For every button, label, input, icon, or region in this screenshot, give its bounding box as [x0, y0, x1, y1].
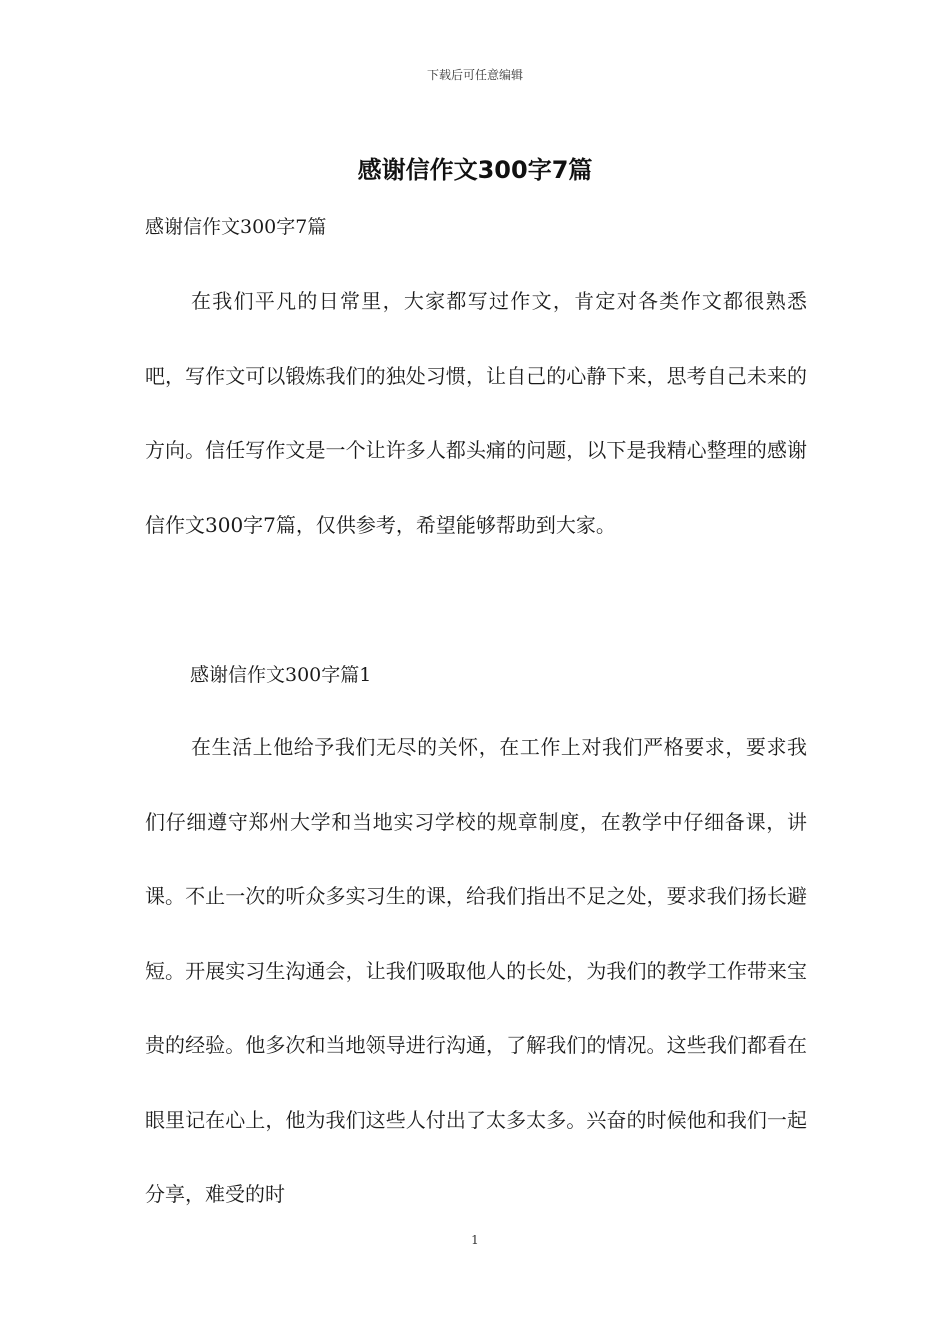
section-paragraph: 在生活上他给予我们无尽的关怀，在工作上对我们严格要求，要求我们仔细遵守郑州大学和当地实习学校的规章制度，在教学中仔细备课，讲课。不止一次的听众多实习生的课，给我们指出不足之处，要求我们扬长避短。开展实习生沟通会，让我们吸取他人的长处，为我们的教学工作带来宝贵的经验。他多次和当地领导进行沟通，了解我们的情况。这些我们都看在眼里记在心上，他为我们这些人付出了太多太多。兴奋的时候他和我们一起分享，难受的时 [145, 735, 807, 1206]
document-subtitle: 感谢信作文300字7篇 [145, 216, 327, 238]
section-paragraph-block [145, 710, 807, 1232]
intro-paragraph: 在我们平凡的日常里，大家都写过作文，肯定对各类作文都很熟悉吧，写作文可以锻炼我们的独处习惯，让自己的心静下来，思考自己未来的方向。信任写作文是一个让许多人都头痛的问题，以下是我精心整理的感谢信作文300字7篇，仅供参考，希望能够帮助到大家。 [145, 289, 807, 537]
page-number: 1 [471, 1233, 479, 1247]
header-note: 下载后可任意编辑 [426, 68, 523, 82]
document-title: 感谢信作文300字7篇 [357, 156, 593, 184]
section-heading: 感谢信作文300字篇1 [190, 664, 372, 686]
intro-paragraph-block [145, 264, 807, 562]
